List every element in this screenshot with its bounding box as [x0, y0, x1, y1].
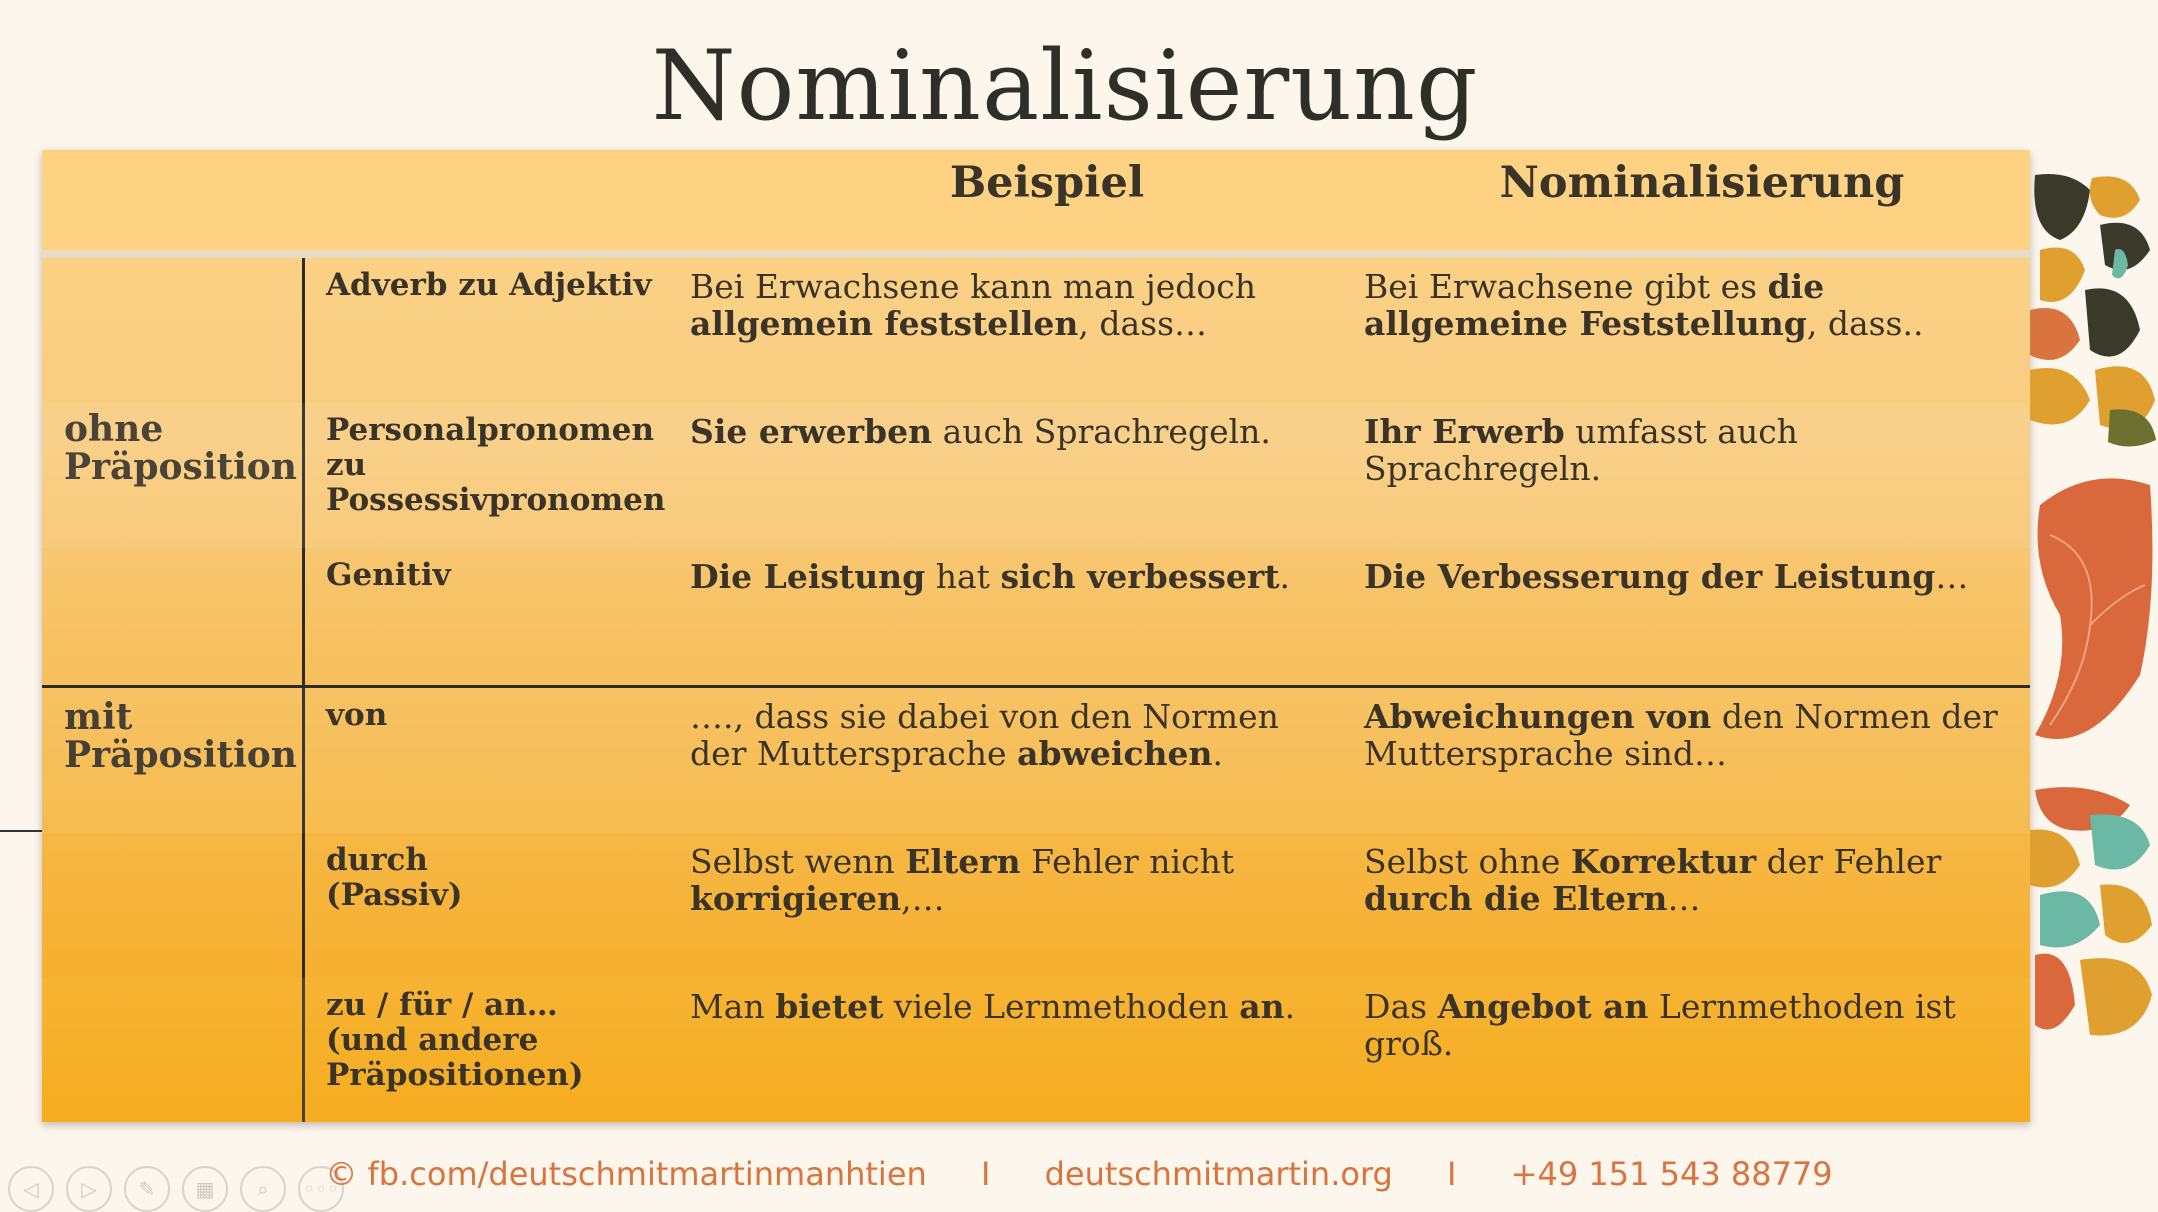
row-nominalization: Abweichungen von den Normen der Muttersprache sind… [1364, 697, 1998, 773]
column-header-example: Beispiel [949, 158, 1145, 208]
row-category: durch (Passiv) [326, 842, 463, 913]
row-category: Adverb zu Adjektiv [326, 267, 652, 303]
row-nominalization: Bei Erwachsene gibt es die allgemeine Feststellung, dass.. [1364, 267, 1924, 343]
row-nominalization: Das Angebot an Lernmethoden ist groß. [1364, 987, 1956, 1063]
table-header-separator [42, 250, 2030, 258]
nominalization-table [42, 150, 2030, 1122]
slides-icon[interactable]: ▦ [182, 1166, 228, 1212]
column-header-nominalization: Nominalisierung [1499, 158, 1905, 208]
row-example: …., dass sie dabei von den Normen der Muttersprache abweichen. [690, 697, 1279, 773]
row-category: Personalpronomen zu Possessivpronomen [326, 412, 666, 518]
row-category: Genitiv [326, 557, 451, 593]
row-category: von [326, 697, 388, 733]
footer-phone: +49 151 543 88779 [1510, 1155, 1833, 1193]
row-example: Die Leistung hat sich verbessert. [690, 557, 1291, 596]
row-nominalization: Ihr Erwerb umfasst auch Sprachregeln. [1364, 412, 1798, 488]
more-icon[interactable]: ◦◦◦ [298, 1166, 344, 1212]
previous-icon[interactable]: ◁ [8, 1166, 54, 1212]
group-label-with-preposition: mit Präposition [64, 696, 297, 776]
row-nominalization: Die Verbesserung der Leistung… [1364, 557, 1969, 596]
row-category: zu / für / an… (und andere Präpositionen) [326, 987, 584, 1093]
next-icon[interactable]: ▷ [66, 1166, 112, 1212]
decorative-leaves-bottom [2030, 785, 2158, 1045]
pen-icon[interactable]: ✎ [124, 1166, 170, 1212]
footer-separator: I [980, 1155, 991, 1193]
decorative-leaf-middle [2030, 475, 2158, 745]
decorative-leaves-top [2030, 170, 2158, 450]
side-divider-line [0, 830, 42, 832]
group-label-without-preposition: ohne Präposition [64, 408, 297, 488]
row-nominalization: Selbst ohne Korrektur der Fehler durch die Eltern… [1364, 842, 1942, 918]
row-example: Bei Erwachsene kann man jedoch allgemein feststellen, dass… [690, 267, 1256, 343]
row-example: Selbst wenn Eltern Fehler nicht korrigieren,… [690, 842, 1235, 918]
slide-title: Nominalisierung [651, 30, 1479, 142]
footer-facebook[interactable]: © fb.com/deutschmitmartinmanhtien [325, 1155, 927, 1193]
footer-website[interactable]: deutschmitmartin.org [1044, 1155, 1393, 1193]
footer [0, 1155, 2158, 1193]
footer-separator: I [1447, 1155, 1457, 1193]
row-example: Sie erwerben auch Sprachregeln. [690, 412, 1271, 451]
row-example: Man bietet viele Lernmethoden an. [690, 987, 1296, 1026]
zoom-icon[interactable]: ⌕ [240, 1166, 286, 1212]
